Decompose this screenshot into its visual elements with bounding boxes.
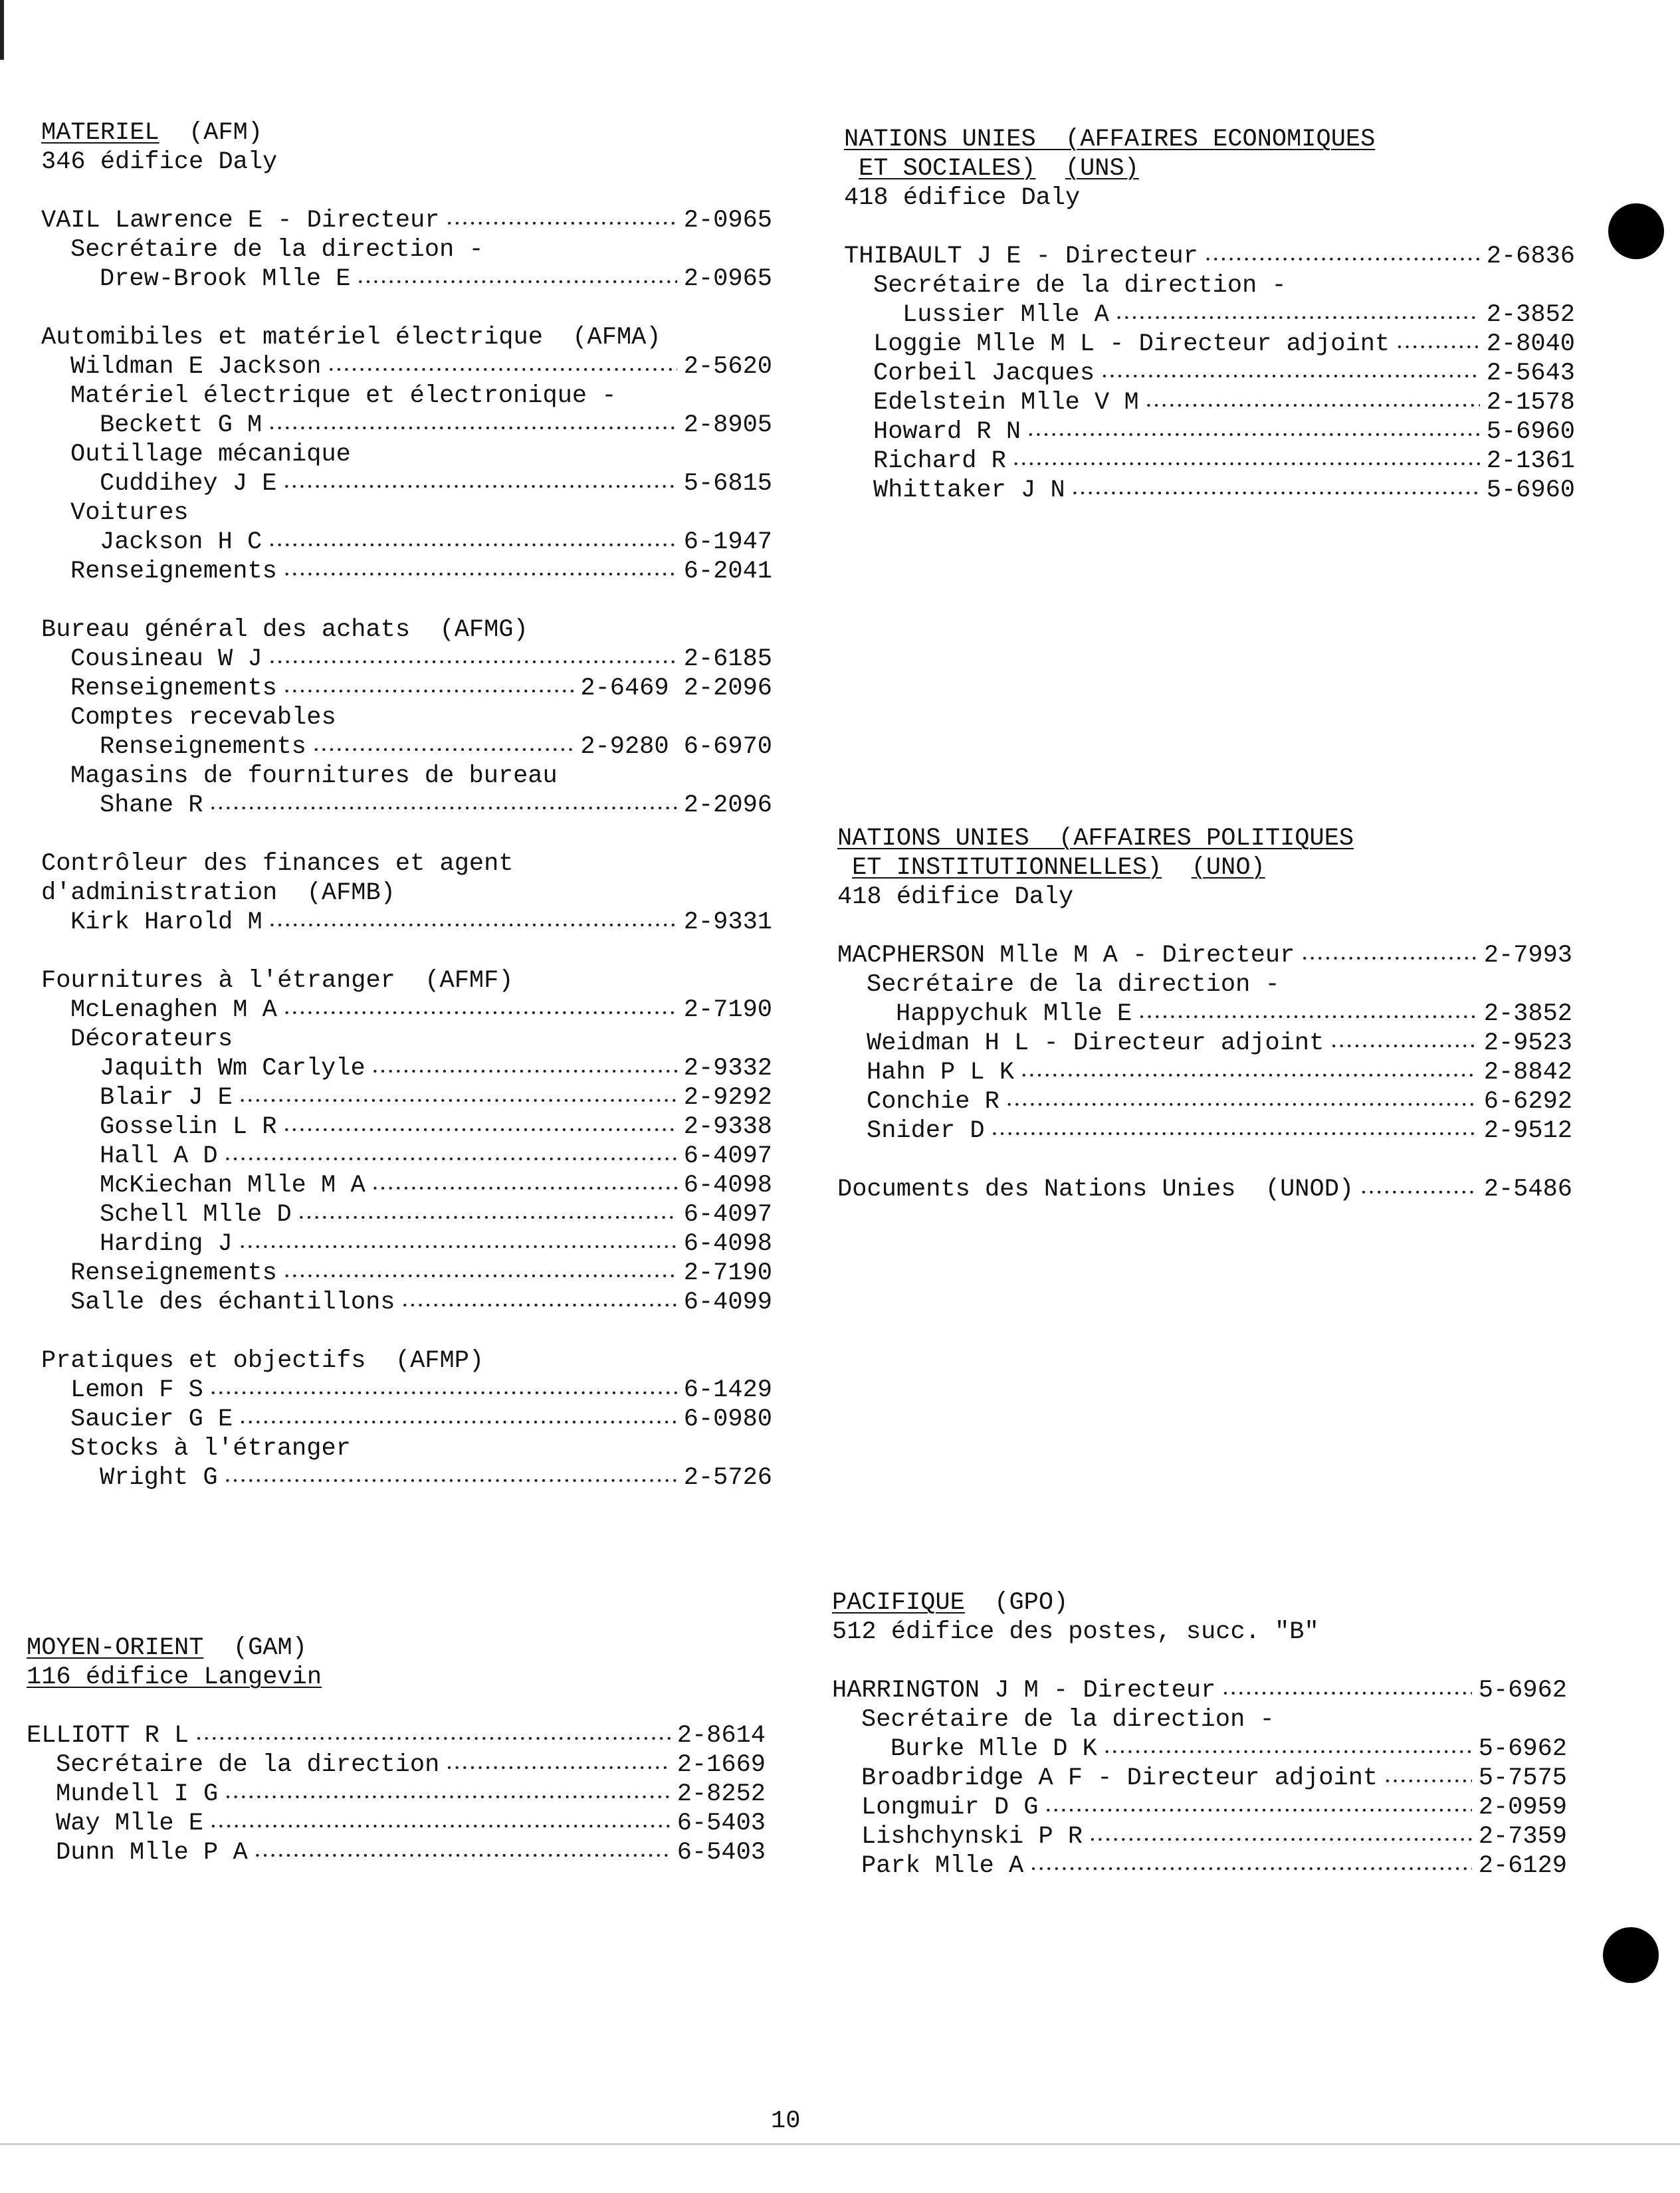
directory-entry [41, 1112, 772, 1142]
entry-phone: 2-5726 [683, 1464, 772, 1492]
directory-entry [832, 1676, 1567, 1705]
directory-entry [41, 879, 772, 908]
directory-entry [41, 966, 772, 995]
leader-dots [1301, 941, 1477, 974]
directory-entry [41, 1054, 772, 1083]
directory-entry [41, 528, 772, 557]
entry-phone: 2-8905 [683, 411, 772, 439]
entry-name: Renseignements [70, 1259, 277, 1287]
directory-entry [41, 411, 772, 440]
section-code: (AFM) [189, 119, 263, 147]
section-heading-line2: ET SOCIALES) (UNS) [859, 155, 1139, 183]
entry-name: Whittaker J N [873, 476, 1065, 504]
section-nations-unies-politiques [837, 824, 1572, 1204]
section-heading [27, 1633, 766, 1663]
directory-entry [41, 645, 772, 674]
directory-entry [41, 1463, 772, 1493]
section-code: (GAM) [233, 1634, 307, 1662]
punch-hole-bottom [1603, 1927, 1659, 1983]
directory-entry [41, 762, 772, 791]
section-code: (UNS) [1065, 155, 1139, 183]
leader-dots [268, 528, 677, 560]
entry-phone: 2-6185 [683, 645, 772, 673]
section-address: 346 édifice Daly [41, 148, 278, 176]
entry-name: Beckett G M [100, 411, 262, 439]
punch-hole-top [1608, 203, 1664, 259]
directory-entry [844, 417, 1575, 447]
entry-list [27, 1721, 766, 1867]
section-title: NATIONS UNIES (AFFAIRES ECONOMIQUES [844, 126, 1376, 154]
leader-dots [284, 557, 677, 589]
entry-name: Dunn Mlle P A [56, 1839, 248, 1867]
entry-list [837, 941, 1572, 1204]
leader-dots [1027, 417, 1480, 450]
leader-dots [1330, 1029, 1477, 1061]
directory-entry [844, 242, 1575, 271]
entry-name: Comptes recevables [70, 704, 336, 732]
section-title: MATERIEL [41, 119, 159, 147]
leader-dots [313, 732, 574, 765]
entry-phone: 2-7993 [1483, 942, 1572, 970]
leader-dots [1006, 1087, 1477, 1120]
directory-entry [837, 941, 1572, 970]
entry-name: Décorateurs [70, 1025, 233, 1053]
directory-entry [41, 381, 772, 411]
entry-phone: 5-6962 [1478, 1735, 1567, 1763]
directory-entry [41, 1142, 772, 1171]
section-heading [832, 1588, 1567, 1618]
section-title: PACIFIQUE [832, 1589, 965, 1617]
leader-dots [255, 1838, 671, 1871]
entry-name: Saucier G E [70, 1406, 233, 1433]
section-code: (GPO) [994, 1589, 1069, 1617]
directory-entry [844, 330, 1575, 359]
directory-entry [41, 206, 772, 235]
entry-name: Stocks à l'étranger [70, 1435, 351, 1463]
entry-name: Wildman E Jackson [70, 353, 322, 381]
directory-entry [41, 440, 772, 469]
directory-entry [41, 732, 772, 762]
entry-name: Cousineau W J [70, 645, 262, 673]
directory-entry [844, 300, 1575, 330]
entry-name: Loggie Mlle M L - Directeur adjoint [873, 330, 1390, 358]
directory-entry [41, 995, 772, 1025]
entry-name: Renseignements [70, 558, 277, 585]
entry-phone: 2-6836 [1486, 243, 1575, 270]
entry-name: Drew-Brook Mlle E [100, 265, 351, 293]
entry-phone: 2-9338 [683, 1113, 772, 1141]
entry-name: Pratiques et objectifs (AFMP) [41, 1347, 484, 1375]
leader-dots [1072, 476, 1480, 508]
leader-dots [1384, 1764, 1472, 1796]
leader-dots [239, 1083, 677, 1116]
directory-entry [832, 1764, 1567, 1793]
leader-dots [1104, 1734, 1472, 1767]
entry-name: Park Mlle A [861, 1852, 1024, 1880]
entry-phone: 2-3852 [1483, 1000, 1572, 1028]
spacer-line [41, 820, 772, 849]
directory-entry [27, 1721, 766, 1750]
directory-entry [27, 1750, 766, 1780]
entry-phone: 6-4097 [683, 1142, 772, 1170]
entry-name: Weidman H L - Directeur adjoint [867, 1029, 1324, 1057]
entry-phone: 5-7575 [1478, 1764, 1567, 1792]
section-address: 116 édifice Langevin [27, 1663, 322, 1691]
entry-phone: 2-5620 [683, 353, 772, 381]
directory-entry [844, 388, 1575, 417]
entry-name: Jaquith Wm Carlyle [100, 1055, 366, 1083]
leader-dots [992, 1116, 1477, 1149]
entry-name: Jackson H C [100, 528, 262, 556]
entry-name: Burke Mlle D K [891, 1735, 1097, 1763]
entry-phone: 5-6960 [1486, 476, 1575, 504]
directory-entry [837, 970, 1572, 999]
entry-name: Outillage mécanique [70, 441, 351, 469]
entry-phone: 2-7359 [1478, 1823, 1567, 1851]
entry-name: Broadbridge A F - Directeur adjoint [861, 1764, 1378, 1792]
entry-name: d'administration (AFMB) [41, 879, 395, 907]
entry-name: Longmuir D G [861, 1794, 1039, 1822]
directory-entry [832, 1851, 1567, 1881]
directory-entry [41, 352, 772, 381]
entry-name: Happychuk Mlle E [896, 1000, 1132, 1028]
directory-entry [837, 999, 1572, 1029]
directory-entry [27, 1838, 766, 1867]
entry-name: Edelstein Mlle V M [873, 389, 1139, 417]
entry-phone: 5-6960 [1486, 418, 1575, 446]
section-nations-unies-economiques [844, 125, 1575, 505]
spacer-line [41, 294, 772, 323]
section-heading-line1 [837, 824, 1572, 853]
spacer-line [41, 586, 772, 615]
section-address: 418 édifice Daly [837, 883, 1074, 911]
leader-dots [1089, 1822, 1472, 1855]
directory-entry [844, 271, 1575, 300]
leader-dots [1396, 330, 1480, 362]
entry-name: Snider D [867, 1117, 985, 1145]
entry-name: Renseignements [70, 675, 277, 702]
entry-name: Cuddihey J E [100, 470, 277, 498]
entry-name: Lussier Mlle A [902, 301, 1109, 329]
page-number: 10 [771, 2107, 801, 2135]
entry-phone: 2-9523 [1483, 1029, 1572, 1057]
directory-entry [837, 1029, 1572, 1058]
entry-phone: 6-4097 [683, 1201, 772, 1229]
leader-dots [1013, 447, 1480, 479]
directory-entry [27, 1809, 766, 1838]
leader-dots [1146, 388, 1480, 421]
directory-entry [41, 1171, 772, 1200]
entry-name: Secrétaire de la direction - [873, 272, 1287, 300]
directory-entry [41, 235, 772, 264]
entry-phone: 6-1429 [683, 1376, 772, 1404]
entry-name: Way Mlle E [56, 1810, 204, 1837]
leader-dots [268, 411, 677, 443]
directory-entry [41, 469, 772, 498]
directory-entry [837, 1116, 1572, 1146]
leader-dots [239, 1229, 677, 1262]
directory-entry [832, 1822, 1567, 1851]
entry-name: MACPHERSON Mlle M A - Directeur [837, 942, 1295, 970]
directory-entry [41, 1229, 772, 1259]
leader-dots [1116, 300, 1480, 333]
directory-entry [41, 1346, 772, 1376]
entry-phone: 6-5403 [677, 1839, 766, 1867]
entry-phone: 2-5486 [1483, 1176, 1572, 1203]
entry-phone: 2-2096 [683, 791, 772, 819]
entry-phone: 2-5643 [1486, 360, 1575, 387]
directory-entry [41, 264, 772, 294]
entry-phone: 2-6469 2-2096 [580, 675, 772, 702]
leader-dots [446, 1750, 670, 1783]
entry-phone: 2-9512 [1483, 1117, 1572, 1145]
entry-phone: 2-1361 [1486, 447, 1575, 475]
leader-dots [269, 908, 677, 940]
entry-name: Gosselin L R [100, 1113, 277, 1141]
leader-dots [283, 1112, 677, 1145]
entry-phone: 6-1947 [683, 528, 772, 556]
entry-name: Lemon F S [70, 1376, 203, 1404]
leader-dots [269, 645, 677, 677]
leader-dots [210, 1809, 671, 1841]
entry-phone: 6-0980 [683, 1406, 772, 1433]
section-pacifique [832, 1588, 1567, 1881]
entry-phone: 2-0959 [1478, 1794, 1567, 1822]
entry-name: Kirk Harold M [70, 908, 262, 936]
entry-phone: 2-3852 [1486, 301, 1575, 329]
leader-dots [283, 469, 677, 502]
leader-dots [209, 791, 677, 823]
entry-name: ELLIOTT R L [27, 1722, 189, 1750]
directory-entry [832, 1705, 1567, 1734]
section-heading [41, 118, 772, 148]
section-address: 512 édifice des postes, succ. "B" [832, 1618, 1319, 1646]
entry-phone: 5-6815 [683, 470, 772, 498]
entry-name: Secrétaire de la direction - [861, 1706, 1275, 1734]
leader-dots [284, 1259, 677, 1291]
leader-dots [225, 1142, 677, 1174]
section-heading-line1 [844, 125, 1575, 154]
directory-entry [41, 703, 772, 732]
section-title: NATIONS UNIES (AFFAIRES POLITIQUES [837, 825, 1354, 853]
directory-entry [41, 1025, 772, 1054]
entry-phone: 2-7190 [683, 996, 772, 1024]
entry-name: Conchie R [867, 1088, 999, 1116]
directory-entry [41, 1083, 772, 1112]
entry-list [41, 206, 772, 1493]
directory-entry [844, 447, 1575, 476]
entry-phone: 5-6962 [1478, 1677, 1567, 1705]
leader-dots [225, 1780, 671, 1812]
entry-phone: 6-4099 [683, 1289, 772, 1316]
page-edge-mark [0, 0, 4, 60]
entry-name: Howard R N [873, 418, 1021, 446]
entry-name: Matériel électrique et électronique - [70, 382, 617, 410]
spacer-line [41, 937, 772, 966]
leader-dots [225, 1463, 677, 1496]
entry-phone: 2-6129 [1478, 1852, 1567, 1880]
leader-dots [1021, 1058, 1477, 1091]
section-address: 418 édifice Daly [844, 184, 1081, 212]
entry-name: Documents des Nations Unies (UNOD) [837, 1176, 1354, 1203]
entry-list [844, 242, 1575, 505]
directory-entry [41, 498, 772, 528]
entry-name: Mundell I G [56, 1780, 219, 1808]
entry-name: THIBAULT J E - Directeur [844, 243, 1198, 270]
directory-entry [27, 1780, 766, 1809]
directory-entry [41, 557, 772, 586]
leader-dots [1360, 1175, 1477, 1207]
directory-entry [41, 1376, 772, 1405]
leader-dots [401, 1288, 677, 1320]
entry-phone: 2-9292 [683, 1084, 772, 1112]
section-materiel [41, 118, 772, 1493]
entry-name: Salle des échantillons [70, 1289, 395, 1316]
entry-name: HARRINGTON J M - Directeur [832, 1677, 1216, 1705]
leader-dots [195, 1721, 671, 1754]
spacer-line [837, 1146, 1572, 1175]
leader-dots [298, 1200, 677, 1233]
directory-entry [837, 1087, 1572, 1116]
entry-name: Fournitures à l'étranger (AFMF) [41, 967, 514, 995]
entry-name: Bureau général des achats (AFMG) [41, 616, 528, 644]
leader-dots [372, 1171, 677, 1203]
leader-dots [328, 352, 677, 385]
entry-phone: 2-8040 [1486, 330, 1575, 358]
directory-entry [41, 908, 772, 937]
leader-dots [239, 1405, 677, 1437]
entry-name: VAIL Lawrence E - Directeur [41, 207, 440, 235]
entry-name: Lishchynski P R [861, 1823, 1083, 1851]
section-moyen-orient [27, 1633, 766, 1867]
directory-entry [41, 674, 772, 703]
entry-name: Wright G [100, 1464, 218, 1492]
entry-name: McLenaghen M A [70, 996, 277, 1024]
leader-dots [1101, 359, 1480, 391]
directory-entry [41, 1434, 772, 1463]
entry-phone: 6-4098 [683, 1230, 772, 1258]
leader-dots [1138, 999, 1477, 1032]
entry-phone: 6-4098 [683, 1172, 772, 1200]
entry-list [832, 1676, 1567, 1881]
directory-entry [844, 476, 1575, 505]
entry-phone: 2-1578 [1486, 389, 1575, 417]
directory-entry [41, 1288, 772, 1317]
entry-name: Richard R [873, 447, 1006, 475]
entry-phone: 6-5403 [677, 1810, 766, 1837]
entry-phone: 6-2041 [683, 558, 772, 585]
entry-phone: 2-8252 [677, 1780, 766, 1808]
directory-entry [41, 615, 772, 645]
entry-name: Harding J [100, 1230, 233, 1258]
directory-entry [41, 1259, 772, 1288]
directory-entry [832, 1793, 1567, 1822]
directory-entry [41, 323, 772, 352]
leader-dots [372, 1054, 677, 1087]
directory-entry [41, 791, 772, 820]
entry-name: Hahn P L K [867, 1059, 1015, 1087]
directory-entry [41, 1200, 772, 1229]
section-heading-line2: ET INSTITUTIONNELLES) (UNO) [852, 854, 1265, 882]
entry-phone: 2-9331 [683, 908, 772, 936]
leader-dots [1045, 1793, 1471, 1826]
section-title: MOYEN-ORIENT [27, 1634, 204, 1662]
entry-phone: 2-8842 [1483, 1059, 1572, 1087]
entry-name: Magasins de fournitures de bureau [70, 762, 558, 790]
directory-entry [837, 1058, 1572, 1087]
leader-dots [447, 206, 677, 239]
entry-name: Renseignements [100, 733, 306, 761]
leader-dots [284, 995, 677, 1028]
entry-phone: 2-0965 [683, 207, 772, 235]
spacer-line [41, 1317, 772, 1346]
entry-name: Blair J E [100, 1084, 233, 1112]
leader-dots [1205, 242, 1480, 274]
directory-entry [41, 849, 772, 879]
leader-dots [1030, 1851, 1472, 1884]
entry-phone: 2-7190 [683, 1259, 772, 1287]
directory-entry [837, 1175, 1572, 1204]
entry-phone: 2-9280 6-6970 [580, 733, 772, 761]
directory-entry [844, 359, 1575, 388]
entry-name: Secrétaire de la direction [56, 1751, 440, 1779]
entry-name: Secrétaire de la direction - [867, 971, 1280, 999]
entry-name: Shane R [100, 791, 203, 819]
leader-dots [284, 674, 574, 706]
entry-phone: 2-8614 [677, 1722, 766, 1750]
page-bottom-edge [0, 2143, 1680, 2145]
entry-name: McKiechan Mlle M A [100, 1172, 366, 1200]
entry-phone: 2-9332 [683, 1055, 772, 1083]
entry-name: Schell Mlle D [100, 1201, 292, 1229]
directory-entry [832, 1734, 1567, 1764]
entry-name: Contrôleur des finances et agent [41, 850, 514, 878]
entry-name: Secrétaire de la direction - [70, 236, 484, 264]
entry-phone: 2-1669 [677, 1751, 766, 1779]
entry-name: Voitures [70, 499, 189, 527]
leader-dots [210, 1376, 677, 1408]
entry-phone: 2-0965 [683, 265, 772, 293]
entry-name: Corbeil Jacques [873, 360, 1095, 387]
section-code: (UNO) [1191, 854, 1265, 882]
entry-name: Hall A D [100, 1142, 218, 1170]
directory-entry [41, 1405, 772, 1434]
entry-phone: 6-6292 [1483, 1088, 1572, 1116]
leader-dots [357, 264, 677, 297]
leader-dots [1222, 1676, 1471, 1709]
entry-name: Automibiles et matériel électrique (AFMA) [41, 324, 661, 352]
